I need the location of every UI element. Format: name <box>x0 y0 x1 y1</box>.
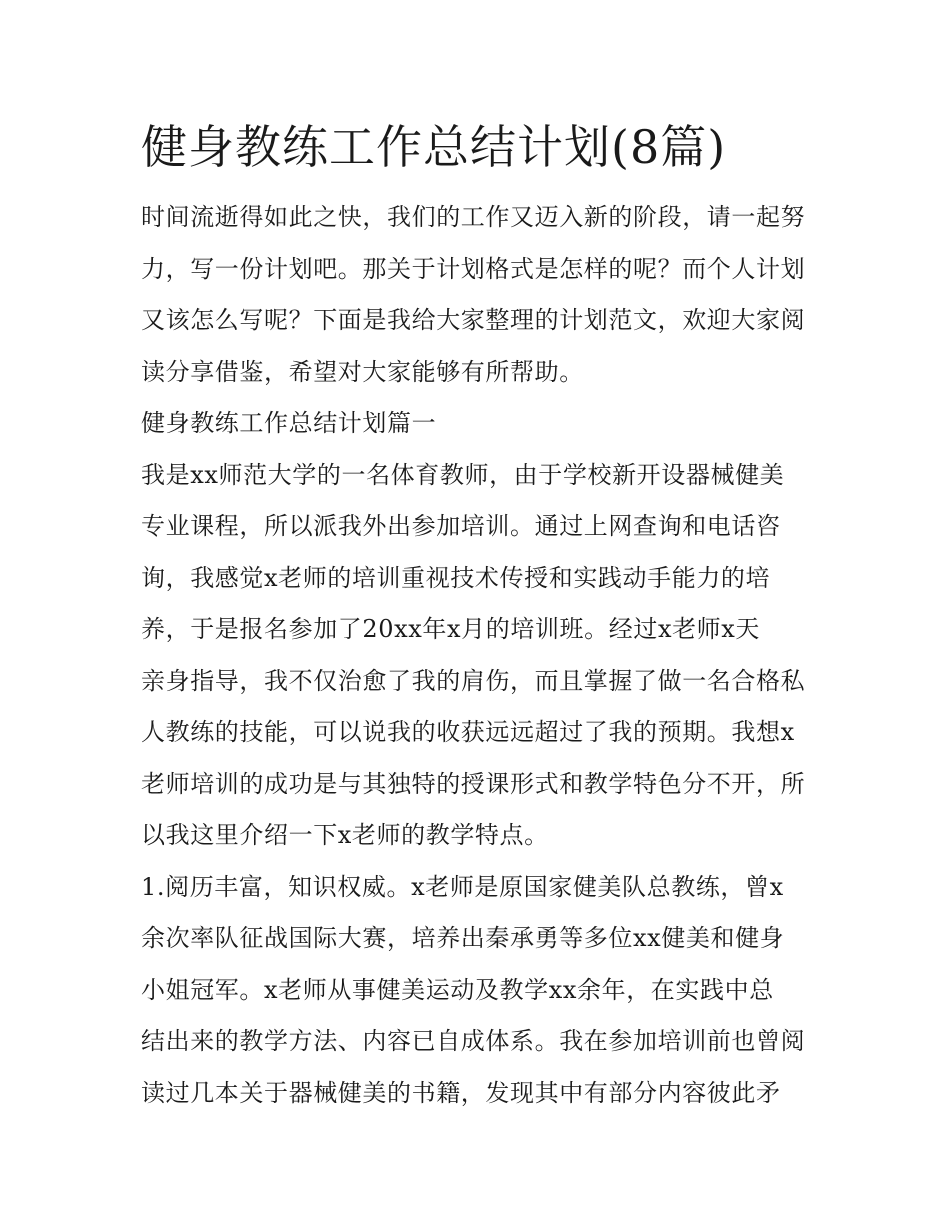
text-line: 亲身指导，我不仅治愈了我的肩伤，而且掌握了做一名合格私 <box>141 666 806 695</box>
text-line: 老师培训的成功是与其独特的授课形式和教学特色分不开，所 <box>141 769 806 798</box>
text-line: 读分享借鉴，希望对大家能够有所帮助。 <box>141 357 584 386</box>
text-line: 读过几本关于器械健美的书籍，发现其中有部分内容彼此矛 <box>141 1078 781 1107</box>
text-line: 养，于是报名参加了20xx年x月的培训班。经过x老师x天 <box>141 615 761 643</box>
text-line: 又该怎么写呢？下面是我给大家整理的计划范文，欢迎大家阅 <box>141 306 806 334</box>
text-line: 专业课程，所以派我外出参加培训。通过上网查询和电话咨 <box>141 512 781 540</box>
document-title: 健身教练工作总结计划(8篇) <box>141 120 727 174</box>
text-line: 结出来的教学方法、内容已自成体系。我在参加培训前也曾阅 <box>141 1027 806 1055</box>
text-line: 余次率队征战国际大赛，培养出秦承勇等多位xx健美和健身 <box>141 924 785 952</box>
text-line: 以我这里介绍一下x老师的教学特点。 <box>141 821 549 849</box>
section-heading: 健身教练工作总结计划篇一 <box>141 409 437 437</box>
document-body <box>141 112 831 1119</box>
text-line: 力，写一份计划吧。那关于计划格式是怎样的呢？而个人计划 <box>141 254 806 283</box>
list-item-line: 1.阅历丰富，知识权威。x老师是原国家健美队总教练，曾x <box>141 872 784 901</box>
text-line: 时间流逝得如此之快，我们的工作又迈入新的阶段，请一起努 <box>141 203 806 231</box>
text-line: 我是xx师范大学的一名体育教师，由于学校新开设器械健美 <box>141 460 785 489</box>
text-line: 小姐冠军。x老师从事健美运动及教学xx余年，在实践中总 <box>141 975 774 1004</box>
text-line: 询，我感觉x老师的培训重视技术传授和实践动手能力的培 <box>141 563 771 592</box>
text-line: 人教练的技能，可以说我的收获远远超过了我的预期。我想x <box>141 718 795 746</box>
